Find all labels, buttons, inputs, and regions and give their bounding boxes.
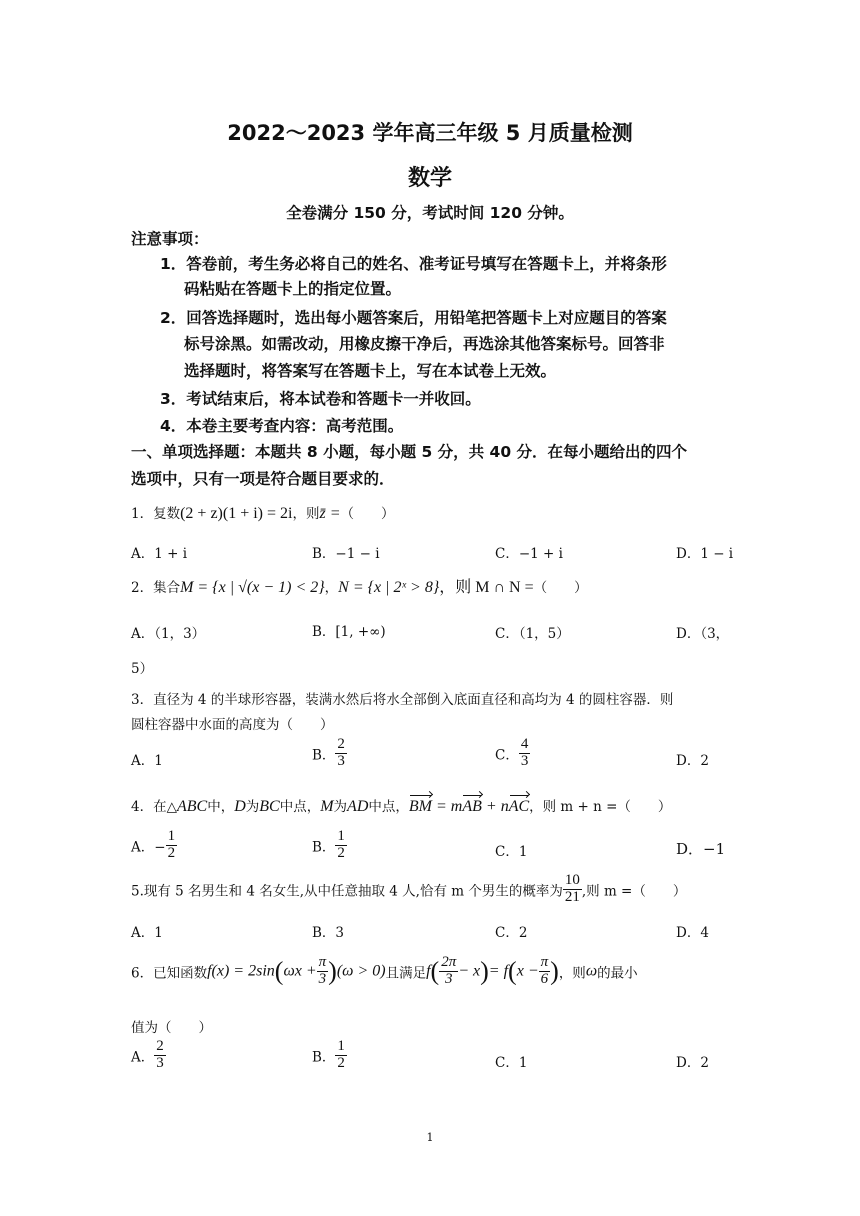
q6-option-d[interactable]: D．2 xyxy=(676,1055,709,1071)
q1-option-b[interactable]: B．−1 − i xyxy=(312,546,380,562)
notice-item-2-line-2: 标号涂黑。如需改动，用橡皮擦干净后，再选涂其他答案标号。回答非 xyxy=(184,335,665,353)
q2-option-c[interactable]: C．（1，5） xyxy=(495,626,570,642)
q6-option-b-fraction: $\frac{1}{2}$ xyxy=(337,1038,345,1071)
question-1-ask: z̄ = xyxy=(319,505,341,522)
q2-option-d[interactable]: D．（3， xyxy=(676,626,730,642)
vector-ac: AC xyxy=(508,798,530,815)
q4-option-a[interactable]: A．− $\frac{1}{2}$ xyxy=(131,828,176,861)
notice-heading: 注意事项： xyxy=(131,230,209,248)
notice-item-2-line-3: 选择题时，将答案写在答题卡上，写在本试卷上无效。 xyxy=(184,362,557,380)
section-heading-line-2: 选项中，只有一项是符合题目要求的． xyxy=(131,470,395,488)
q3-option-b-fraction: $\frac{2}{3}$ xyxy=(337,736,345,769)
question-2-ask: ，则 M ∩ N = xyxy=(439,579,534,596)
question-4: 4．在△ABC中，D为BC中点，M为AD中点，BM = mAB + nAC，则 m + n =（ ） xyxy=(131,798,672,815)
q5-option-a[interactable]: A．1 xyxy=(131,925,163,941)
q4-option-a-fraction: $\frac{1}{2}$ xyxy=(167,828,176,861)
q6-option-a[interactable]: A． $\frac{2}{3}$ xyxy=(131,1038,164,1071)
question-6-line-2: 值为（ ） xyxy=(131,1020,212,1036)
question-1-equation: (2 + z)(1 + i) = 2i xyxy=(180,505,293,522)
question-1-prefix: 1．复数 xyxy=(131,506,181,522)
q3-option-c-fraction: $\frac{4}{3}$ xyxy=(520,736,529,769)
q2-option-a[interactable]: A．（1，3） xyxy=(131,626,206,642)
q1-option-d[interactable]: D．1 − i xyxy=(676,546,734,562)
exam-info: 全卷满分 150 分，考试时间 120 分钟。 xyxy=(286,204,574,222)
q3-option-a[interactable]: A．1 xyxy=(131,753,163,769)
q5-option-d[interactable]: D．4 xyxy=(676,925,709,941)
q3-option-d[interactable]: D．2 xyxy=(676,753,709,769)
q5-option-b[interactable]: B．3 xyxy=(312,925,345,941)
notice-item-2-line-1: 2．回答选择题时，选出每小题答案后，用铅笔把答题卡上对应题目的答案 xyxy=(160,309,667,327)
notice-item-4: 4．本卷主要考查内容：高考范围。 xyxy=(160,417,404,435)
q6-option-c[interactable]: C．1 xyxy=(495,1055,528,1071)
q4-option-d[interactable]: D．−1 xyxy=(676,840,726,858)
q6-option-a-fraction: $\frac{2}{3}$ xyxy=(156,1038,164,1071)
section-heading-line-1: 一、单项选择题：本题共 8 小题，每小题 5 分，共 40 分．在每小题给出的四个 xyxy=(131,443,688,461)
question-1-mid: ，则 xyxy=(292,506,320,522)
vector-bm: BM xyxy=(408,798,432,815)
q3-option-b[interactable]: B． $\frac{2}{3}$ xyxy=(312,736,345,769)
question-2 xyxy=(131,574,588,597)
question-5: 5.现有 5 名男生和 4 名女生,从中任意抽取 4 人,恰有 m 个男生的概率为 $\frac{10}{21}$ ,则 m =（ ） xyxy=(131,872,687,905)
notice-item-1-line-1: 1．答卷前，考生务必将自己的姓名、准考证号填写在答题卡上，并将条形 xyxy=(160,255,667,273)
question-6-pi-over-3: $\frac{\pi}{3}$ xyxy=(318,954,327,987)
question-2-set-n: N = {x | 2ˣ > 8} xyxy=(338,579,440,596)
q2-option-d-wrap: 5） xyxy=(131,661,154,677)
question-2-suffix: （ ） xyxy=(533,580,588,596)
vector-ab: AB xyxy=(462,798,482,815)
question-6-2pi-over-3: $\frac{2\pi}{3}$ xyxy=(441,954,457,987)
notice-item-1-line-2: 码粘贴在答题卡上的指定位置。 xyxy=(184,280,402,298)
q5-option-c[interactable]: C．2 xyxy=(495,925,528,941)
q1-option-c[interactable]: C．−1 + i xyxy=(495,546,563,562)
notice-item-3: 3．考试结束后，将本试卷和答题卡一并收回。 xyxy=(160,390,481,408)
question-3-line-1: 3．直径为 4 的半球形容器，装满水然后将水全部倒入底面直径和高均为 4 的圆柱容器．则 xyxy=(131,692,674,708)
question-1 xyxy=(131,502,395,523)
q4-option-b[interactable]: B． $\frac{1}{2}$ xyxy=(312,828,345,861)
q1-option-a[interactable]: A．1 + i xyxy=(131,546,188,562)
q4-option-c[interactable]: C．1 xyxy=(495,844,528,860)
exam-title: 2022～2023 学年高三年级 5 月质量检测 xyxy=(227,121,633,145)
question-2-set-m: M = {x | √(x − 1) < 2} xyxy=(180,579,325,596)
subject-title: 数学 xyxy=(407,166,452,191)
q2-option-b[interactable]: B．[1, +∞) xyxy=(312,624,386,640)
question-6-pi-over-6: $\frac{\pi}{6}$ xyxy=(540,954,549,987)
question-5-fraction: $\frac{10}{21}$ xyxy=(564,872,580,905)
q4-option-b-fraction: $\frac{1}{2}$ xyxy=(337,828,345,861)
question-2-prefix: 2．集合 xyxy=(131,580,181,596)
page-number: 1 xyxy=(426,1131,434,1144)
question-2-mid: ， xyxy=(324,580,339,596)
question-1-suffix: （ ） xyxy=(340,506,395,522)
question-6: 6．已知函数f(x) = 2sin(ωx + $\frac{\pi}{3}$ )(ω > 0)且满足f( $\frac{2\pi}{3}$ − x)= f(x − $\frac{\pi}{6}$ )，则ω的最小 xyxy=(131,954,638,987)
q3-option-c[interactable]: C． $\frac{4}{3}$ xyxy=(495,736,529,769)
question-3-line-2: 圆柱容器中水面的高度为（ ） xyxy=(131,717,334,733)
q6-option-b[interactable]: B． $\frac{1}{2}$ xyxy=(312,1038,345,1071)
